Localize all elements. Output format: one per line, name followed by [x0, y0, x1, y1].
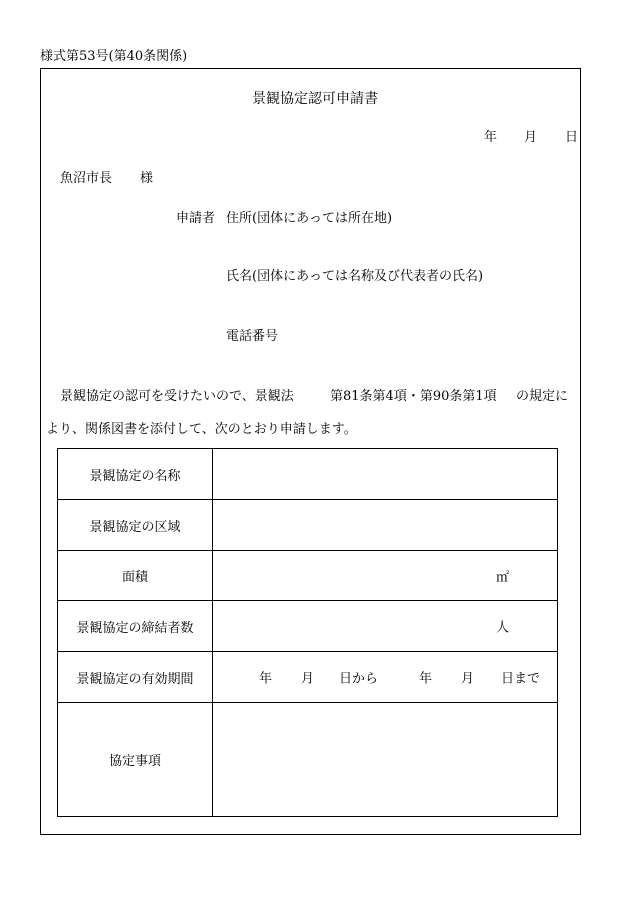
table-row [58, 449, 558, 500]
period-start-month: 月 [301, 671, 315, 687]
date-day-field[interactable]: 日 [565, 130, 579, 145]
period-start-year: 年 [259, 671, 273, 687]
applicant-phone-field[interactable]: 電話番号 [226, 329, 279, 344]
surface-area-field[interactable] [213, 551, 558, 601]
table-row [58, 601, 558, 652]
table-row [58, 703, 558, 817]
period-end-year: 年 [419, 671, 433, 687]
addressee-name: 魚沼市長 [60, 171, 113, 186]
signatory-count-field[interactable] [213, 601, 558, 652]
period-end-day: 日まで [501, 671, 541, 687]
person-unit: 人 [495, 620, 509, 636]
surface-area-label: 面積 [58, 551, 213, 601]
agreement-name-field[interactable] [213, 449, 558, 500]
date-month-field[interactable]: 月 [524, 130, 538, 145]
agreement-items-label: 協定事項 [58, 703, 213, 817]
addressee-honorific: 様 [140, 171, 154, 186]
agreement-items-field[interactable] [213, 703, 558, 817]
statement-articles: 第81条第4項・第90条第1項 [330, 389, 497, 404]
applicant-address-field[interactable]: 住所(団体にあっては所在地) [226, 211, 393, 226]
form-title: 景観協定認可申請書 [252, 91, 378, 107]
statement-text-end: の規定に [516, 389, 569, 404]
applicant-name-field[interactable]: 氏名(団体にあっては名称及び代表者の氏名) [226, 269, 484, 284]
agreement-area-field[interactable] [213, 500, 558, 551]
signatory-count-label: 景観協定の締結者数 [58, 601, 213, 652]
period-start-day: 日から [339, 671, 379, 687]
form-code: 様式第53号(第40条関係) [40, 49, 188, 64]
period-end-month: 月 [461, 671, 475, 687]
statement-text: 景観協定の認可を受けたいので、景観法 [60, 389, 294, 404]
table-row [58, 652, 558, 703]
agreement-name-label: 景観協定の名称 [58, 449, 213, 500]
table-row [58, 500, 558, 551]
square-meter-unit: ㎡ [495, 570, 509, 585]
validity-period-label: 景観協定の有効期間 [58, 652, 213, 703]
applicant-label: 申請者 [176, 211, 216, 226]
detail-table [57, 448, 558, 817]
table-row [58, 551, 558, 601]
date-year-field[interactable]: 年 [484, 130, 498, 145]
statement-line-2: より、関係図書を添付して、次のとおり申請します。 [46, 422, 357, 437]
validity-period-field[interactable] [213, 652, 558, 703]
agreement-area-label: 景観協定の区域 [58, 500, 213, 551]
